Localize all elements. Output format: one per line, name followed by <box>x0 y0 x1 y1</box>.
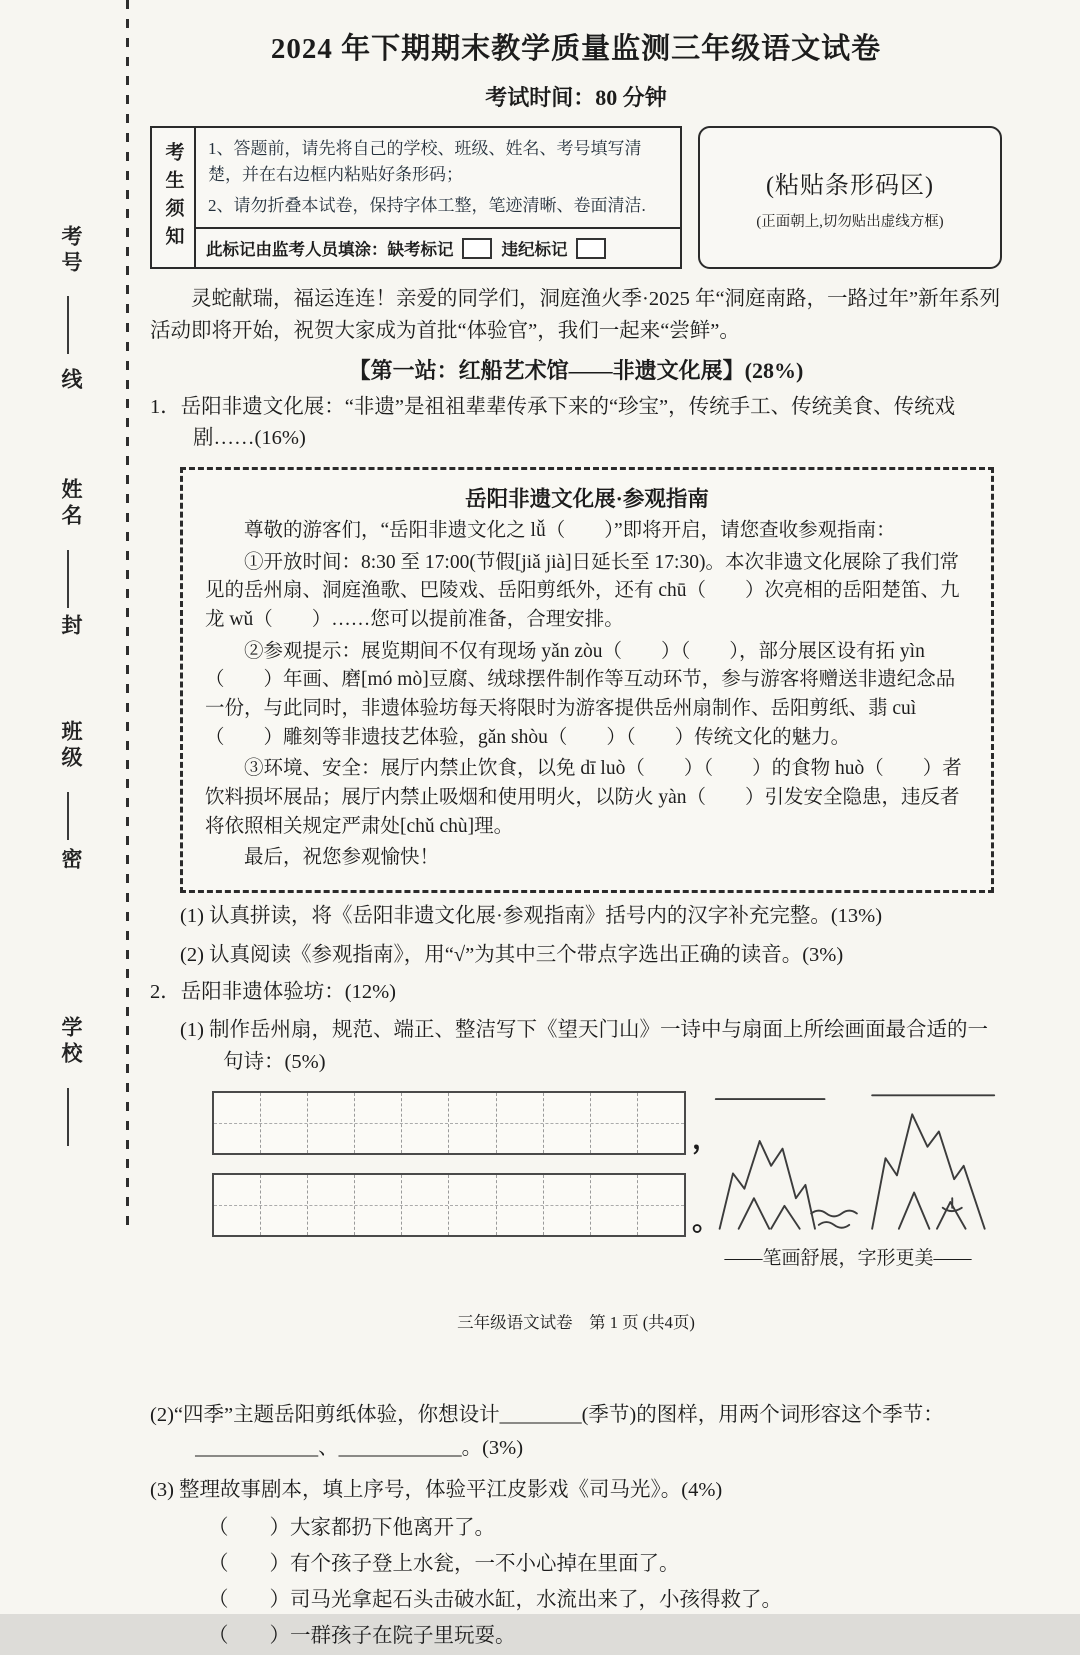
grid-comma: ， <box>692 1123 721 1155</box>
grid-period: 。 <box>692 1205 721 1237</box>
fan-caption: ——笔画舒展，字形更美—— <box>724 1247 972 1269</box>
question-2-sub-2-line1: (2)“四季”主题岳阳剪纸体验，你想设计________(季节)的图样，用两个词形容这个季节： <box>150 1403 944 1426</box>
notice-body <box>196 128 680 267</box>
question-2: 2．岳阳非遗体验坊：(12%) <box>150 981 396 1004</box>
margin-label-xian: 线 <box>59 368 83 394</box>
question-2-sub-2-line2: ____________、____________。(3%) <box>195 1436 524 1459</box>
notice-vertical-label: 考生须知 <box>152 128 196 267</box>
main-content <box>150 0 1002 1655</box>
visit-guide-box <box>180 467 994 893</box>
question-1-sub-2: (2) 认真阅读《参观指南》，用“√”为其中三个带点字选出正确的读音。(3%) <box>180 943 844 966</box>
guide-title: 岳阳非遗文化展·参观指南 <box>465 487 709 512</box>
proctor-mark-row <box>196 227 680 267</box>
header-boxes <box>150 126 1002 269</box>
mountain-river-sketch <box>712 1083 998 1241</box>
barcode-area-title: (粘贴条形码区) <box>766 172 934 199</box>
xuexiao-blank-line <box>67 1088 69 1146</box>
sequence-items <box>208 1511 1002 1655</box>
margin-label-feng: 封 <box>59 614 83 640</box>
notice-items <box>196 128 680 227</box>
writing-cell <box>590 1093 637 1153</box>
section2-content <box>150 1399 1002 1655</box>
writing-cell <box>448 1093 495 1153</box>
writing-cell <box>637 1093 684 1153</box>
violation-mark-checkbox <box>576 238 606 259</box>
sequence-item-4: （ ）一群孩子在院子里玩耍。 <box>208 1624 516 1647</box>
intro-paragraph: 灵蛇献瑞，福运连连！亲爱的同学们，洞庭渔火季·2025 年“洞庭南路，一路过年”新年系列活动即将开始，祝贺大家成为首批“体验官”，我们一起来“尝鲜”。 <box>150 288 1001 342</box>
notice-item-1: 1、答题前，请先将自己的学校、班级、姓名、考号填写清楚，并在右边框内粘贴好条形码； <box>208 139 642 185</box>
question-2-sub-1: (1) 制作岳州扇，规范、端正、整洁写下《望天门山》一诗中与扇面上所绘画面最合适的一句诗：(5%) <box>180 1019 989 1073</box>
writing-cell <box>214 1175 260 1235</box>
writing-cell <box>307 1093 354 1153</box>
writing-cell <box>260 1093 307 1153</box>
writing-grid-row-2 <box>212 1173 686 1237</box>
margin-label-xuexiao: 学校 <box>59 1016 83 1068</box>
sequence-item-1: （ ）大家都扔下他离开了。 <box>208 1517 495 1540</box>
writing-cell <box>496 1093 543 1153</box>
writing-cell <box>590 1175 637 1235</box>
writing-cell <box>401 1175 448 1235</box>
mark-prefix: 此标记由监考人员填涂： <box>206 240 388 260</box>
page-footer: 三年级语文试卷 第 1 页 (共4页) <box>457 1312 695 1332</box>
question-1: 1．岳阳非遗文化展：“非遗”是祖祖辈辈传承下来的“珍宝”，传统手工、传统美食、传统戏剧……(16%) <box>150 395 956 450</box>
writing-cell <box>637 1175 684 1235</box>
writing-cell <box>214 1093 260 1153</box>
barcode-area-hint: (正面朝上,切勿贴出虚线方框) <box>756 213 944 230</box>
writing-cell <box>543 1093 590 1153</box>
writing-grid-section <box>150 1091 1002 1281</box>
writing-cell <box>448 1175 495 1235</box>
guide-para-3: ③环境、安全：展厅内禁止饮食，以免 dī luò（ ）（ ）的食物 huò（ ）者饮料损坏展品；展厅内禁止吸烟和使用明火，以防火 yàn（ ）引发安全隐患，违反者将依照相关规定严肃处[chǔ chù]理。 <box>205 758 962 837</box>
writing-cell <box>354 1093 401 1153</box>
seal-dashed-line <box>126 0 129 1235</box>
margin-label-xingming: 姓名 <box>59 478 83 530</box>
writing-cell <box>260 1175 307 1235</box>
writing-cell <box>307 1175 354 1235</box>
kaohao-blank-line <box>67 296 69 354</box>
writing-cell <box>354 1175 401 1235</box>
writing-cell <box>496 1175 543 1235</box>
sequence-item-3: （ ）司马光拿起石头击破水缸，水流出来了，小孩得救了。 <box>208 1588 782 1611</box>
margin-label-banji: 班级 <box>59 720 83 772</box>
margin-label-kaohao: 考号 <box>59 225 83 277</box>
sequence-item-2: （ ）有个孩子登上水瓮，一不小心掉在里面了。 <box>208 1553 680 1576</box>
section1-header: 【第一站：红船艺术馆——非遗文化展】(28%) <box>348 357 804 383</box>
guide-para-1: ①开放时间：8:30 至 17:00(节假[jiǎ jià]日延长至 17:30)。本次非遗文化展除了我们常见的岳州扇、洞庭渔歌、巴陵戏、岳阳剪纸外，还有 chū（ ）次亮相的岳阳楚笛、九龙 wǔ（ ）……您可以提前准备，合理安排。 <box>205 551 960 631</box>
writing-cell <box>543 1175 590 1235</box>
question-2-sub-3: (3) 整理故事剧本，填上序号，体验平江皮影戏《司马光》。(4%) <box>150 1479 723 1502</box>
exam-time: 考试时间：80 分钟 <box>485 85 667 110</box>
banji-blank-line <box>67 792 69 840</box>
guide-para-4: 最后，祝您参观愉快！ <box>244 847 440 869</box>
page-title: 2024 年下期期末教学质量监测三年级语文试卷 <box>270 33 882 65</box>
barcode-paste-area <box>698 126 1002 269</box>
question-1-sub-1: (1) 认真拼读，将《岳阳非遗文化展·参观指南》括号内的汉字补充完整。(13%) <box>180 904 883 927</box>
violation-mark-label: 违纪标记 <box>501 240 568 260</box>
candidate-notice-box <box>150 126 682 269</box>
absent-mark-checkbox <box>462 238 492 259</box>
xingming-blank-line <box>67 550 69 608</box>
notice-item-2: 2、请勿折叠本试卷，保持字体工整，笔迹清晰、卷面清洁. <box>208 195 646 215</box>
writing-grid-row-1 <box>212 1091 686 1155</box>
writing-cell <box>401 1093 448 1153</box>
margin-label-mi: 密 <box>59 848 83 874</box>
absent-mark-label: 缺考标记 <box>387 240 454 260</box>
guide-para-0: 尊敬的游客们，“岳阳非遗文化之 lǚ（ ）”即将开启，请您查收参观指南： <box>244 520 896 542</box>
guide-para-2: ②参观提示：展览期间不仅有现场 yǎn zòu（ ）（ ），部分展区设有拓 yìn（ ）年画、磨[mó mò]豆腐、绒球摆件制作等互动环节，参与游客将赠送非遗纪念品一份，与此同时，非遗体验坊每天将限时为游客提供岳州扇制作、岳阳剪纸、翡 cuì（ ）雕刻等非遗技艺体验，gǎn shòu（ ）（ ）传统文化的魅力。 <box>205 640 956 748</box>
